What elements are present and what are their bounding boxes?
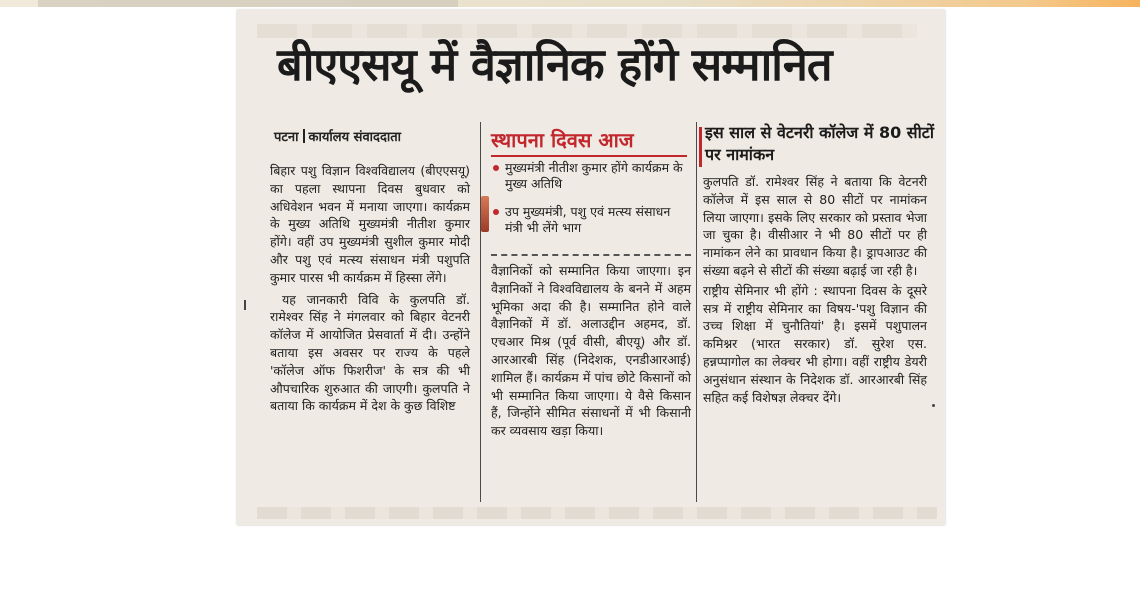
column-rule [480, 122, 481, 502]
sidebar-paragraph: कुलपति डॉ. रामेश्वर सिंह ने बताया कि वेटनरी कॉलेज में इस साल से 80 सीटों पर नामांकन लिया जाएगा। इसके लिए सरकार को प्रस्ताव भेजा जा चुका है। वीसीआर ने भी 80 सीटों पर ही नामांकन लेने का प्रावधान किया है। ड्रापआउट की संख्या बढ़ने से सीटों की संख्या बढ़ाई जा रही है। [703, 174, 927, 278]
article-column-1 [270, 162, 470, 415]
box-title-rule [491, 155, 687, 157]
highlight-item: मुख्यमंत्री नीतीश कुमार होंगे कार्यक्रम के मुख्य अतिथि [491, 160, 691, 192]
bullet-dot-icon [493, 209, 499, 215]
article-paragraph: बिहार पशु विज्ञान विश्वविद्यालय (बीएएसयू) का पहला स्थापना दिवस बुधवार को अधिवेशन भवन में मनाया जाएगा। कार्यक्रम के मुख्य अतिथि मुख्यमंत्री नीतीश कुमार होंगे। वहीं उप मुख्यमंत्री सुशील कुमार मोदी और पशु एवं मत्स्य संसाधन मंत्री पशुपति कुमार पारस भी कार्यक्रम में हिस्सा लेंगे। [270, 163, 470, 285]
article-paragraph: वैज्ञानिकों को सम्मानित किया जाएगा। इन वैज्ञानिकों ने विश्वविद्यालय के बनने में अहम भूमिका अदा की है। सम्मानित होने वाले वैज्ञानिकों में डॉ. अलाउद्दीन अहमद, डॉ. एचआर मिश्र (पूर्व वीसी, बीएयू) और डॉ. आरआरबी सिंह (निदेशक, एनडीआरआई) शामिल हैं। कार्यक्रम में पांच छोटे किसानों को भी सम्मानित किया जाएगा। ये वैसे किसान हैं, जिन्होंने सीमित संसाधनों में भी किसानी कर व्यवसाय खड़ा किया। [491, 263, 691, 439]
scan-speck [932, 404, 935, 407]
sidebar-text [703, 173, 927, 406]
sidebar-accent-bar [699, 127, 702, 167]
scan-speck [244, 300, 246, 310]
photo-edge [481, 196, 489, 232]
newspaper-clipping [237, 10, 945, 525]
highlight-item: उप मुख्यमंत्री, पशु एवं मत्स्य संसाधन मंत्री भी लेंगे भाग [491, 204, 691, 236]
cut-off-bottom-text [257, 507, 937, 519]
box-title: स्थापना दिवस आज [491, 128, 634, 152]
sidebar-paragraph: राष्ट्रीय सेमिनार भी होंगे : स्थापना दिवस के दूसरे सत्र में राष्ट्रीय सेमिनार का विषय-'पशु विज्ञान की उच्च शिक्षा में चुनौतियां' है। इसमें पशुपालन कमिश्नर (भारत सरकार) डॉ. सुरेश एस. हन्नप्पागोल का लेक्चर भी होगा। वहीं राष्ट्रीय डेयरी अनुसंधान संस्थान के निदेशक डॉ. आरआरबी सिंह सहित कई विशेषज्ञ लेक्चर देंगे। [703, 282, 927, 405]
scan-top-strip [0, 0, 1140, 7]
headline: बीएएसयू में वैज्ञानिक होंगे सम्मानित [277, 38, 832, 91]
bullet-dot-icon [493, 165, 499, 171]
article-column-2 [491, 262, 691, 440]
box-divider [491, 254, 691, 256]
cut-off-masthead [257, 24, 917, 38]
dateline-byline: कार्यालय संवाददाता [308, 130, 402, 145]
column-rule [696, 122, 697, 502]
article-paragraph: यह जानकारी विवि के कुलपति डॉ. रामेश्वर सिंह ने मंगलवार को बिहार वेटनरी कॉलेज में आयोजित प्रेसवार्ता में दी। उन्होंने बताया इस अवसर पर राज्य के पहले 'कॉलेज ऑफ फिशरीज' के सत्र की भी औपचारिक शुरुआत की जाएगी। कुलपति ने बताया कि कार्यक्रम में देश के कुछ विशिष्ट [270, 291, 470, 414]
highlights-box [491, 160, 691, 248]
dateline-city: पटना [274, 130, 299, 145]
dateline [274, 127, 401, 145]
sidebar-heading: इस साल से वेटनरी कॉलेज में 80 सीटों पर नामांकन [705, 123, 934, 164]
